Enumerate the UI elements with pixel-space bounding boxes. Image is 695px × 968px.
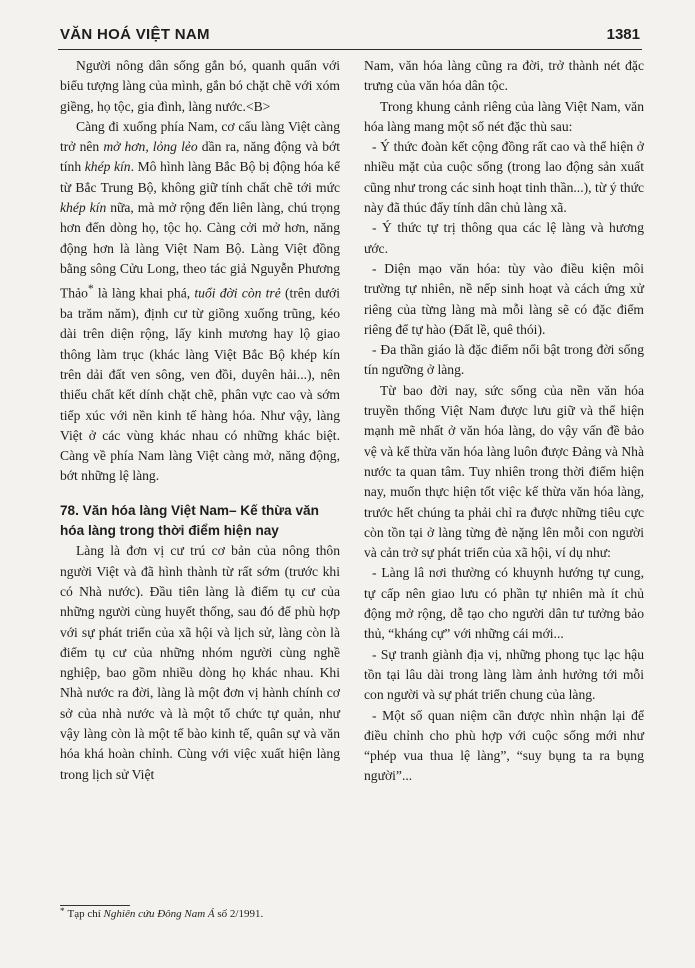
left-paragraph-3: Làng là đơn vị cư trú cơ bản của nông thôn người Việt và đã hình thành từ rất sớm (trước khi có Nhà nước). Đầu tiên làng là điểm tụ cư của những người cùng huyết thống, sau đó để phù hợp với sự phát triển của xã hội và lịch sử, làng còn là điểm tụ cư của những nhóm người cùng nghề nghiệp, bao gồm nhiều dòng họ khác nhau. Khi Nhà nước ra đời, làng là một đơn vị hành chính cơ sở của nhà nước và là một tổ chức tự quản, như vậy làng còn là một tế bào kinh tế, quân sự và văn hóa khá hoàn chỉnh. Cùng với việc xuất hiện làng trong lịch sử Việt	[60, 543, 340, 782]
footnote-rule	[60, 905, 130, 906]
text-run: dần ra, năng động và bớt tính	[60, 139, 341, 175]
left-column	[60, 56, 340, 785]
footnote-mark: *	[60, 906, 65, 916]
header-rule	[58, 49, 642, 50]
list-item: - Làng lâ nơi thường có khuynh hướng tự cung, tự cấp nên giao lưu có phần tự nhiên mà ít chủ động mở rộng, dễ tạo cho người dân tư tưởng bảo thủ, “kháng cự” với những cái mới...	[364, 565, 644, 642]
footnote-text: Tạp chí	[67, 908, 104, 920]
left-paragraph-1: Người nông dân sống gắn bó, quanh quẩn với biểu tượng làng của mình, gắn bó chặt chẽ với xóm giềng, họ tộc, gia đình, làng nước.<B>	[60, 58, 340, 114]
italic-run: tuổi đời còn trẻ	[194, 285, 281, 301]
text-run: Càng đi xuống phía Nam, cơ cấu làng Việt càng trở nên	[60, 118, 340, 155]
left-paragraph-2	[60, 117, 340, 487]
text-run: nữa, mà mở rộng đến liên làng, chú trọng hơn đến dòng họ, tộc họ. Càng cởi mở hơn, năng động hơn là làng Việt Nam Bộ. Làng Việt đồng bằng sông Cửu Long, theo tác giả Nguyễn Phương Thảo	[60, 200, 341, 301]
footnote-journal-title: Nghiên cứu Đông Nam Á	[103, 908, 215, 920]
footnote	[60, 907, 350, 921]
list-item: - Ý thức đoàn kết cộng đồng rất cao và thể hiện ở nhiều mặt của cuộc sống (trong lao động sản xuất cũng như trong các sinh hoạt tinh thần...), từ ý thức này đã thúc đẩy tính dân chủ làng xã.	[364, 139, 644, 216]
right-column	[364, 56, 644, 787]
italic-run: khép kín	[60, 200, 107, 216]
footnote-marker: *	[87, 283, 94, 296]
running-head-title: VĂN HOÁ VIỆT NAM	[60, 26, 210, 43]
running-head	[60, 24, 640, 50]
right-paragraph-3: Từ bao đời nay, sức sống của nền văn hóa truyền thống Việt Nam được lưu giữ và thể hiện mạnh mẽ nhất ở văn hóa làng, do vậy vấn đề bảo vệ và kế thừa văn hóa làng luôn được Đảng và Nhà nước ta quan tâm. Tuy nhiên trong thời điểm hiện nay, muốn thực hiện tốt việc kế thừa văn hóa làng, trước hết chúng ta phải chỉ ra được những tiêu cực còn tồn tại ở làng từng đè nặng lên mỗi con người và cản trở sự phát triển của xã hội, ví dụ như:	[364, 382, 644, 561]
text-run: (trên dưới ba trăm năm), định cư từ giồng xuống trũng, kéo dài trên diện rộng, lấy kinh mương hay lộ giao thông làm trục (khác làng Việt Bắc Bộ khép kín trên dải đất ven sông, ven đồi, duyên hải...), nên thiếu chất kết dính chặt chẽ, phân vực cao và sớm tiếp xúc với nền kinh tế hàng hóa. Như vậy, làng Việt ở các vùng khác nhau có những khác biệt. Càng về phía Nam làng Việt càng mở, năng động, bớt những lệ làng.	[60, 285, 340, 484]
list-item: - Diện mạo văn hóa: tùy vào điều kiện môi trường tự nhiên, nề nếp sinh hoạt và cách ứng xử riêng của từng làng mà mỗi làng sẽ có đặc điểm riêng để tự hào (Đất lề, quê thói).	[364, 260, 644, 337]
right-paragraph-1: Nam, văn hóa làng cũng ra đời, trở thành nét đặc trưng của văn hóa dân tộc.	[364, 58, 644, 94]
list-item: - Đa thần giáo là đặc điểm nổi bật trong đời sống tín ngưỡng ở làng.	[364, 342, 644, 378]
footnote-text: số 2/1991.	[214, 908, 264, 920]
list-item: - Một số quan niệm cần được nhìn nhận lại để điều chỉnh cho phù hợp với cuộc sống mới như “phép vua thua lệ làng”, “suy bụng ta ra bụng người”...	[364, 707, 644, 784]
list-item: - Ý thức tự trị thông qua các lệ làng và hương ước.	[364, 220, 644, 256]
text-run: là làng khai phá,	[93, 285, 195, 301]
list-item: - Sự tranh giành địa vị, những phong tục lạc hậu tồn tại lâu dài trong làng làm ảnh hưởng tới mỗi con người và sự phát triển chung của làng.	[364, 646, 644, 703]
page-number: 1381	[606, 26, 640, 43]
section-heading: 78. Văn hóa làng Việt Nam– Kế thừa văn hóa làng trong thời điểm hiện nay	[60, 502, 319, 539]
right-paragraph-2: Trong khung cảnh riêng của làng Việt Nam, văn hóa làng mang một số nét đặc thù sau:	[364, 98, 644, 134]
text-run: . Mô hình làng Bắc Bộ bị động hóa kể từ Bắc Trung Bộ, không giữ tính chất chẽ tới mức	[60, 159, 340, 195]
italic-run: khép kín	[84, 159, 131, 175]
italic-run: mở hơn, lỏng lẻo	[103, 139, 198, 155]
